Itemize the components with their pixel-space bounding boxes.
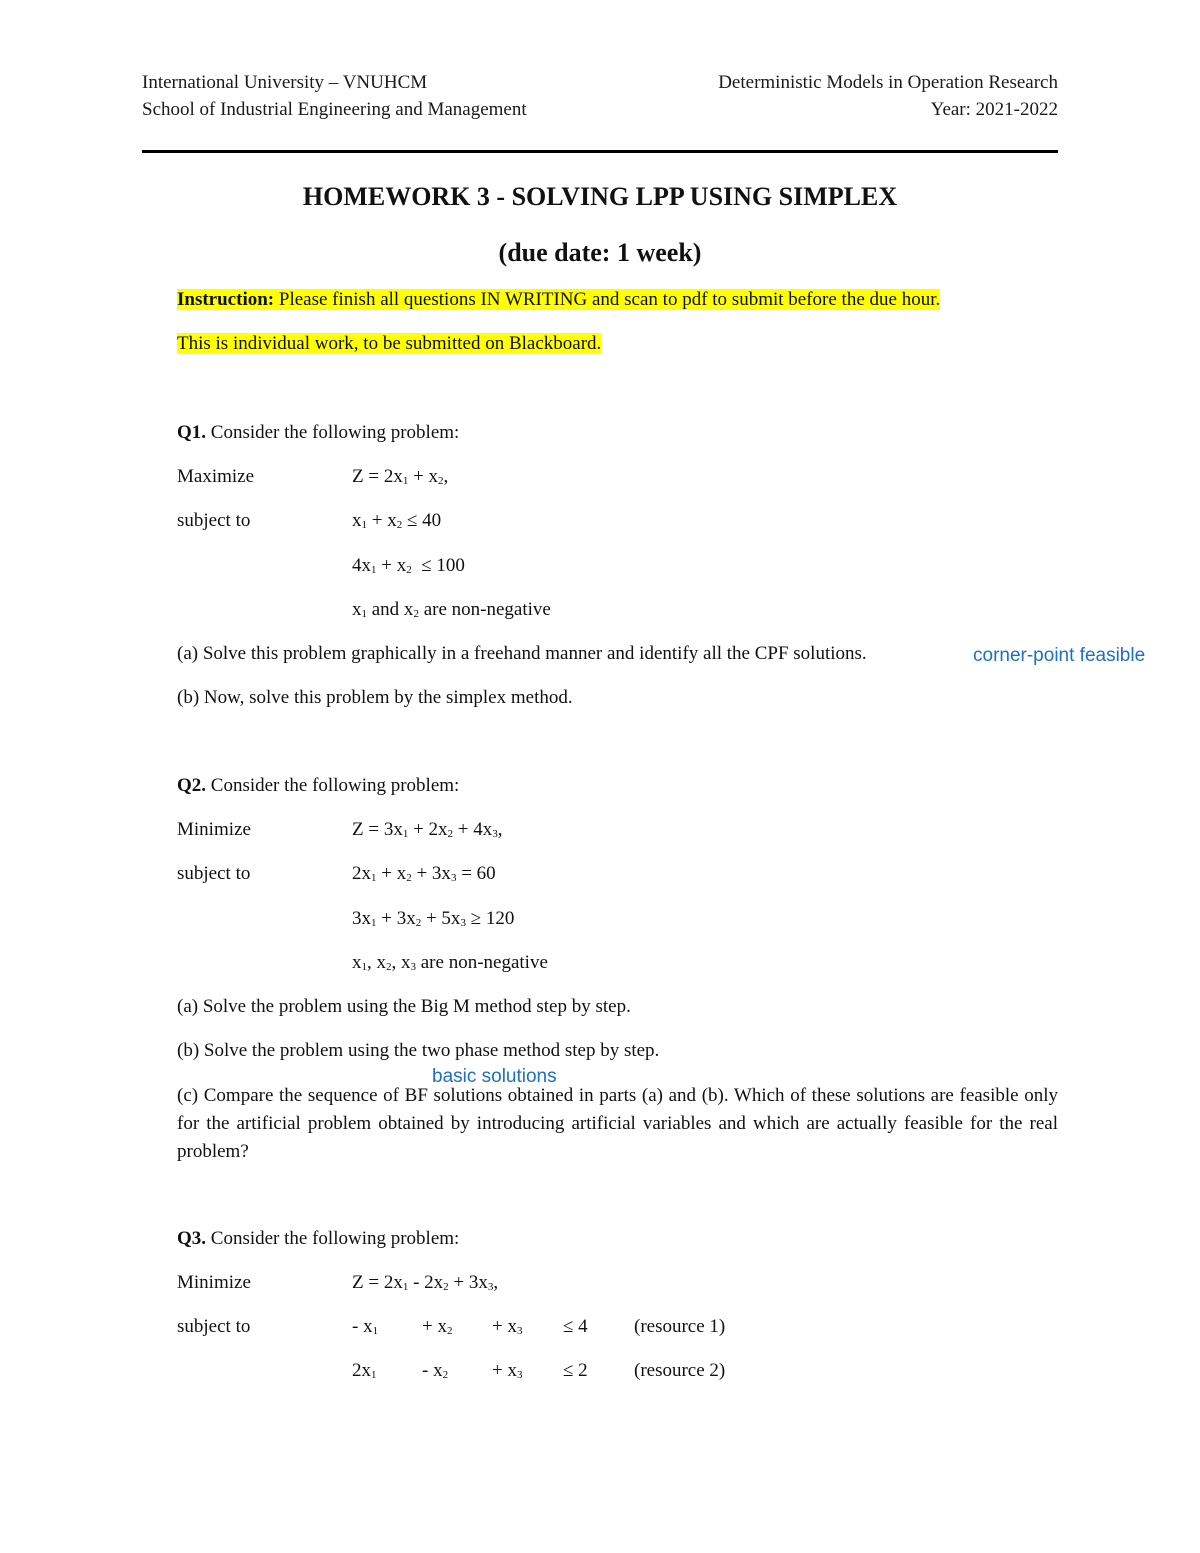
q3-c2-term-2: - $x_2$ — [422, 1360, 449, 1381]
header-year: Year: 2021-2022 — [930, 99, 1058, 120]
q2-heading — [177, 775, 459, 797]
page-subtitle: (due date: 1 week) — [498, 238, 702, 267]
q1-intro: Consider the following problem: — [206, 422, 460, 443]
q3-c2-term-1: $2x_1$ — [352, 1360, 377, 1381]
q2-part-a: (a) Solve the problem using the Big M method step by step. — [177, 996, 631, 1017]
instruction-line-2 — [177, 333, 601, 355]
q3-subject-label: subject to — [177, 1316, 251, 1337]
q3-objective: $Z = 2x_1 - 2x_2 + 3x_3$, — [352, 1272, 499, 1293]
q2-subject-label: subject to — [177, 863, 251, 884]
q2-part-b: (b) Solve the problem using the two phase method step by step. — [177, 1040, 660, 1061]
q3-heading — [177, 1228, 459, 1250]
instruction-label: Instruction: — [177, 289, 275, 310]
q2-objective-label: Minimize — [177, 819, 251, 840]
header-school: School of Industrial Engineering and Management — [142, 99, 527, 120]
page-title: HOMEWORK 3 - SOLVING LPP USING SIMPLEX — [302, 182, 898, 211]
q3-c1-note: (resource 1) — [634, 1316, 726, 1337]
q3-label: Q3. — [177, 1228, 207, 1249]
q3-intro: Consider the following problem: — [206, 1228, 460, 1249]
q1-part-b: (b) Now, solve this problem by the simplex method. — [177, 687, 573, 708]
q3-c1-relation: ≤ 4 — [563, 1316, 588, 1337]
q1-heading — [177, 422, 459, 444]
q2-annotation: basic solutions — [432, 1066, 557, 1087]
q3-c2-relation: ≤ 2 — [563, 1360, 588, 1381]
q1-constraint-2: $4x_1 + x_2 \le 100$ — [352, 555, 465, 576]
q1-constraint-1: $x_1 + x_2 \le 40$ — [352, 510, 442, 531]
q3-c2-term-3: + $x_3$ — [492, 1360, 523, 1381]
q2-constraint-2: $3x_1 + 3x_2 + 5x_3 \ge 120$ — [352, 908, 515, 929]
q1-subject-label: subject to — [177, 510, 251, 531]
q3-c2-note: (resource 2) — [634, 1360, 726, 1381]
q2-part-c: (c) Compare the sequence of BF solutions obtained in parts (a) and (b). Which of these solutions are feasible only for the artificial problem obtained by introducing artificial variables and which are actually feasible for the real problem? — [177, 1085, 1058, 1162]
q1-objective-label: Maximize — [177, 466, 255, 487]
instruction-text-1: Please finish all questions IN WRITING and scan to pdf to submit before the due hour. — [274, 289, 941, 310]
q1-objective: $Z = 2x_1 + x_2$, — [352, 466, 449, 487]
instruction-text-2: This is individual work, to be submitted on Blackboard. — [177, 333, 602, 354]
q3-c1-term-2: + $x_2$ — [422, 1316, 453, 1337]
header-course: Deterministic Models in Operation Research — [718, 72, 1058, 93]
header-university: International University – VNUHCM — [142, 72, 428, 93]
q1-part-a: (a) Solve this problem graphically in a freehand manner and identify all the CPF solutions. — [177, 643, 867, 664]
q2-objective: $Z = 3x_1 + 2x_2 + 4x_3$, — [352, 819, 503, 840]
q1-annotation: corner-point feasible — [973, 645, 1146, 666]
q3-objective-label: Minimize — [177, 1272, 251, 1293]
q2-constraint-1: $2x_1 + x_2 + 3x_3 = 60$ — [352, 863, 496, 884]
q1-label: Q1. — [177, 422, 207, 443]
q2-label: Q2. — [177, 775, 207, 796]
q2-nonneg: $x_1$, $x_2$, $x_3$ are non-negative — [352, 952, 548, 973]
q3-c1-term-1: - $x_1$ — [352, 1316, 379, 1337]
q3-c1-term-3: + $x_3$ — [492, 1316, 523, 1337]
instruction-line-1 — [177, 289, 940, 311]
q1-nonneg: $x_1$ and $x_2$ are non-negative — [352, 599, 551, 620]
header-divider — [142, 150, 1058, 153]
q2-intro: Consider the following problem: — [206, 775, 460, 796]
